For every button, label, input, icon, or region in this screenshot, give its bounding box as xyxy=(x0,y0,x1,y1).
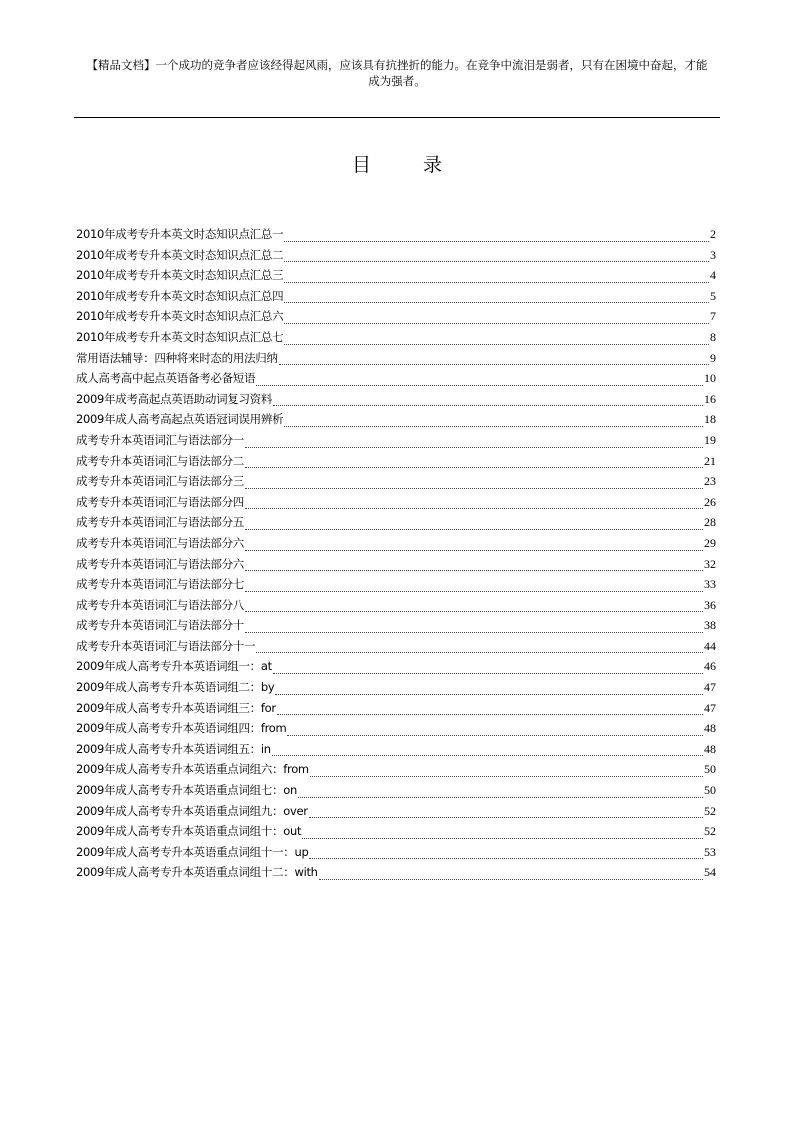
toc-entry[interactable] xyxy=(76,823,716,844)
toc-entry[interactable] xyxy=(76,288,716,309)
toc-dot-leader xyxy=(284,302,709,303)
toc-entry-page-number: 48 xyxy=(704,721,716,736)
toc-entry-page-number: 4 xyxy=(710,268,716,283)
toc-entry-page-number: 38 xyxy=(704,618,716,633)
toc-dot-leader xyxy=(284,344,709,345)
toc-entry-label[interactable]: 2009年成人高考专升本英语词组一：at xyxy=(76,659,272,674)
toc-entry-label[interactable]: 2009年成考高起点英语助动词复习资料 xyxy=(76,391,273,406)
toc-dot-leader xyxy=(245,488,703,489)
toc-title: 目录 xyxy=(351,154,494,176)
toc-entry-page-number: 16 xyxy=(704,391,716,406)
toc-entry-page-number: 48 xyxy=(704,741,716,756)
toc-entry-page-number: 54 xyxy=(704,865,716,880)
toc-entry-page-number: 9 xyxy=(710,350,716,365)
toc-entry-label[interactable]: 2009年成人高考专升本英语词组二：by xyxy=(76,680,275,695)
toc-entry[interactable] xyxy=(76,617,716,638)
toc-dot-leader xyxy=(256,385,703,386)
toc-entry-label[interactable]: 成考专升本英语词汇与语法部分三 xyxy=(76,474,244,489)
header-divider xyxy=(74,117,720,118)
toc-entry-page-number: 23 xyxy=(704,474,716,489)
toc-dot-leader xyxy=(245,611,703,612)
toc-entry[interactable] xyxy=(76,597,716,618)
toc-dot-leader xyxy=(284,261,709,262)
toc-dot-leader xyxy=(245,508,703,509)
toc-entry-label[interactable]: 成考专升本英语词汇与语法部分四 xyxy=(76,494,244,509)
toc-entry-page-number: 46 xyxy=(704,659,716,674)
toc-dot-leader xyxy=(309,817,703,818)
toc-entry-page-number: 2 xyxy=(710,227,716,241)
toc-entry-page-number: 52 xyxy=(704,824,716,839)
toc-entry[interactable] xyxy=(76,803,716,824)
toc-entry-label[interactable]: 成考专升本英语词汇与语法部分五 xyxy=(76,515,244,530)
toc-entry-label[interactable]: 2009年成人高考专升本英语重点词组十一：up xyxy=(76,844,309,859)
toc-entry-label[interactable]: 2010年成考专升本英文时态知识点汇总四 xyxy=(76,288,284,303)
toc-entry[interactable] xyxy=(76,638,716,659)
toc-entry[interactable] xyxy=(76,453,716,474)
toc-entry-label[interactable]: 成考专升本英语词汇与语法部分七 xyxy=(76,577,244,592)
toc-entry[interactable] xyxy=(76,411,716,432)
toc-entry[interactable] xyxy=(76,720,716,741)
toc-entry-label[interactable]: 2010年成考专升本英文时态知识点汇总七 xyxy=(76,329,284,344)
toc-entry-label[interactable]: 2009年成人高考专升本英语词组四：from xyxy=(76,721,287,736)
toc-dot-leader xyxy=(245,632,703,633)
toc-entry-page-number: 32 xyxy=(704,556,716,571)
toc-entry[interactable] xyxy=(76,329,716,350)
header-line-2: 成为强者。 xyxy=(368,74,426,88)
toc-dot-leader xyxy=(245,467,703,468)
toc-entry-page-number: 21 xyxy=(704,453,716,468)
toc-entry[interactable] xyxy=(76,761,716,782)
toc-entry[interactable] xyxy=(76,556,716,577)
toc-entry-page-number: 47 xyxy=(704,680,716,695)
toc-entry-page-number: 33 xyxy=(704,577,716,592)
toc-dot-leader xyxy=(284,426,703,427)
toc-dot-leader xyxy=(256,652,703,653)
toc-entry-page-number: 18 xyxy=(704,412,716,427)
toc-dot-leader xyxy=(245,447,703,448)
toc-entry-page-number: 50 xyxy=(704,762,716,777)
toc-dot-leader xyxy=(273,673,703,674)
table-of-contents xyxy=(76,226,716,885)
toc-entry-page-number: 36 xyxy=(704,597,716,612)
toc-entry[interactable] xyxy=(76,494,716,515)
toc-entry-page-number: 19 xyxy=(704,432,716,447)
toc-dot-leader xyxy=(279,364,709,365)
toc-entry-page-number: 3 xyxy=(710,247,716,262)
toc-dot-leader xyxy=(309,858,703,859)
toc-dot-leader xyxy=(273,405,703,406)
toc-entry-label[interactable]: 2010年成考专升本英文时态知识点汇总二 xyxy=(76,247,284,262)
toc-entry-label[interactable]: 2009年成人高考专升本英语重点词组十：out xyxy=(76,824,302,839)
toc-dot-leader xyxy=(277,714,703,715)
toc-dot-leader xyxy=(287,735,703,736)
page-header xyxy=(74,57,720,89)
toc-entry-label[interactable]: 成考专升本英语词汇与语法部分六 xyxy=(76,535,244,550)
toc-dot-leader xyxy=(319,879,703,880)
toc-entry-page-number: 44 xyxy=(704,638,716,653)
toc-entry[interactable] xyxy=(76,535,716,556)
toc-entry-page-number: 47 xyxy=(704,700,716,715)
toc-entry-page-number: 26 xyxy=(704,494,716,509)
toc-entry-label[interactable]: 2009年成人高考专升本英语词组五：in xyxy=(76,741,271,756)
toc-entry[interactable] xyxy=(76,247,716,268)
toc-dot-leader xyxy=(272,755,703,756)
toc-entry-label[interactable]: 2010年成考专升本英文时态知识点汇总三 xyxy=(76,268,284,283)
toc-entry-page-number: 50 xyxy=(704,783,716,798)
toc-entry[interactable] xyxy=(76,432,716,453)
toc-dot-leader xyxy=(310,776,703,777)
toc-entry[interactable] xyxy=(76,308,716,329)
toc-entry-label[interactable]: 成考专升本英语词汇与语法部分十 xyxy=(76,618,244,633)
toc-entry[interactable] xyxy=(76,679,716,700)
toc-entry-label[interactable]: 常用语法辅导：四种将来时态的用法归纳 xyxy=(76,350,278,365)
toc-entry[interactable] xyxy=(76,267,716,288)
toc-entry[interactable] xyxy=(76,864,716,885)
toc-entry-label[interactable]: 2010年成考专升本英文时态知识点汇总一 xyxy=(76,227,284,241)
toc-dot-leader xyxy=(284,323,709,324)
header-line-1: 【精品文档】一个成功的竞争者应该经得起风雨，应该具有抗挫折的能力。在竞争中流泪是弱者，只有在困境中奋起，才能 xyxy=(86,58,708,72)
toc-dot-leader xyxy=(245,529,703,530)
toc-entry-page-number: 29 xyxy=(704,535,716,550)
toc-entry-label[interactable]: 成考专升本英语词汇与语法部分六 xyxy=(76,556,244,571)
toc-entry[interactable] xyxy=(76,658,716,679)
toc-dot-leader xyxy=(245,570,703,571)
toc-entry[interactable] xyxy=(76,741,716,762)
toc-dot-leader xyxy=(245,550,703,551)
toc-entry-label[interactable]: 2009年成人高考专升本英语重点词组九：over xyxy=(76,803,308,818)
toc-entry-label[interactable]: 2010年成考专升本英文时态知识点汇总六 xyxy=(76,309,284,324)
toc-entry-page-number: 28 xyxy=(704,515,716,530)
toc-entry[interactable] xyxy=(76,226,716,247)
toc-entry-label[interactable]: 2009年成人高考专升本英语重点词组十二：with xyxy=(76,865,318,880)
toc-entry-label[interactable]: 成人高考高中起点英语备考必备短语 xyxy=(76,371,256,386)
toc-entry[interactable] xyxy=(76,782,716,803)
toc-entry-label[interactable]: 2009年成人高考专升本英语重点词组七：on xyxy=(76,783,297,798)
toc-dot-leader xyxy=(302,838,703,839)
toc-entry[interactable] xyxy=(76,473,716,494)
toc-dot-leader xyxy=(298,797,703,798)
toc-dot-leader xyxy=(284,282,709,283)
toc-entry[interactable] xyxy=(76,576,716,597)
toc-entry-label[interactable]: 成考专升本英语词汇与语法部分二 xyxy=(76,453,244,468)
toc-entry-label[interactable]: 2009年成人高考高起点英语冠词误用辨析 xyxy=(76,412,284,427)
toc-entry-label[interactable]: 成考专升本英语词汇与语法部分一 xyxy=(76,432,244,447)
toc-dot-leader xyxy=(284,241,709,242)
toc-entry-page-number: 5 xyxy=(710,288,716,303)
toc-dot-leader xyxy=(275,694,703,695)
toc-entry-label[interactable]: 2009年成人高考专升本英语重点词组六：from xyxy=(76,762,309,777)
toc-entry-label[interactable]: 成考专升本英语词汇与语法部分十一 xyxy=(76,638,256,653)
toc-entry[interactable] xyxy=(76,350,716,371)
toc-dot-leader xyxy=(245,591,703,592)
toc-entry[interactable] xyxy=(76,391,716,412)
toc-entry-page-number: 7 xyxy=(710,309,716,324)
toc-entry[interactable] xyxy=(76,370,716,391)
toc-entry-page-number: 8 xyxy=(710,329,716,344)
toc-entry-page-number: 53 xyxy=(704,844,716,859)
toc-entry[interactable] xyxy=(76,514,716,535)
toc-entry[interactable] xyxy=(76,844,716,865)
toc-entry[interactable] xyxy=(76,700,716,721)
toc-entry-label[interactable]: 成考专升本英语词汇与语法部分八 xyxy=(76,597,244,612)
toc-entry-page-number: 10 xyxy=(704,371,716,386)
toc-entry-page-number: 52 xyxy=(704,803,716,818)
toc-entry-label[interactable]: 2009年成人高考专升本英语词组三：for xyxy=(76,700,276,715)
